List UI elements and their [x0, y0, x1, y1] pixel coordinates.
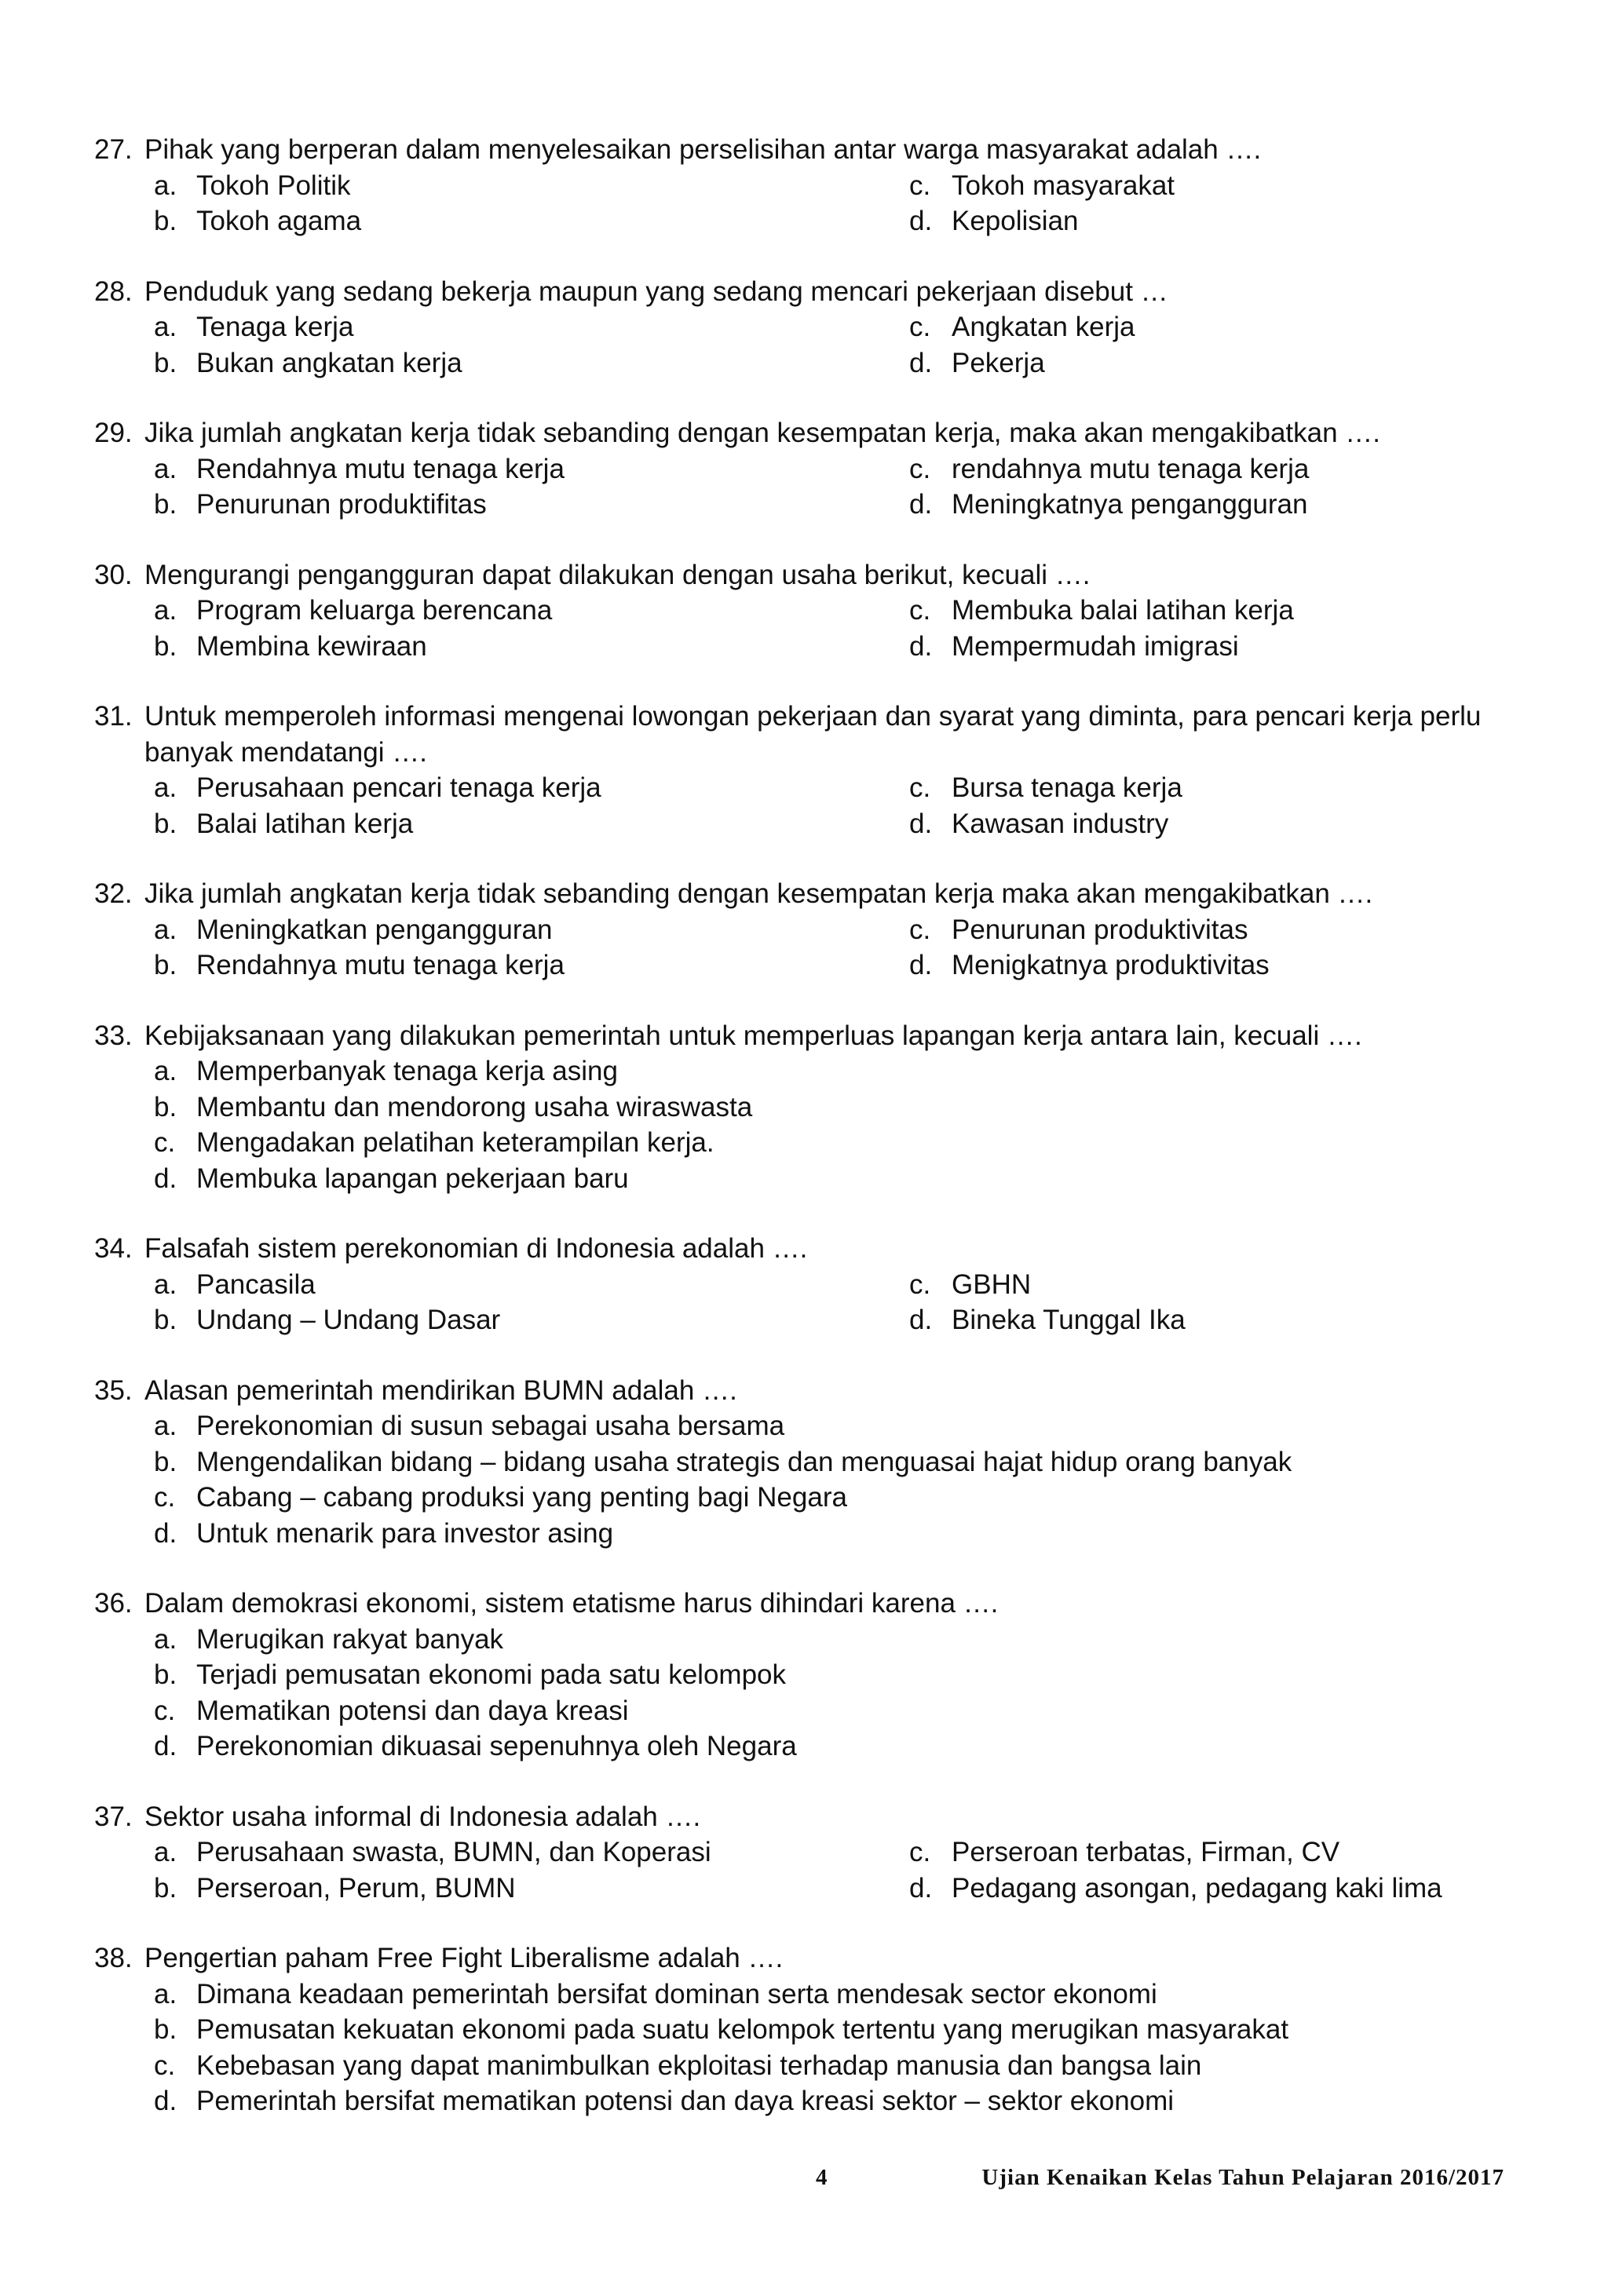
option-text: Perekonomian di susun sebagai usaha bersama	[196, 1411, 785, 1441]
question-number: 31.	[94, 701, 133, 732]
option-text: Kebebasan yang dapat manimbulkan ekploitasi terhadap manusia dan bangsa lain	[196, 2050, 1202, 2081]
option-letter: b.	[154, 1446, 177, 1477]
option-letter: c.	[909, 1268, 931, 1300]
option-text: Pedagang asongan, pedagang kaki lima	[952, 1872, 1442, 1904]
question-number: 33.	[94, 1020, 133, 1051]
answer-option	[154, 309, 909, 345]
question-item	[94, 1586, 1531, 1765]
answer-option	[154, 1871, 909, 1907]
answer-options	[154, 309, 1531, 381]
option-text: Kepolisian	[952, 206, 1079, 236]
answer-option	[154, 1977, 1531, 2013]
answer-options	[154, 1053, 1531, 1196]
answer-option	[154, 1408, 1531, 1444]
question-item	[94, 415, 1531, 523]
option-letter: d.	[154, 1731, 177, 1761]
option-letter: d.	[909, 808, 933, 839]
footer-title: Ujian Kenaikan Kelas Tahun Pelajaran 2016/2017	[981, 2165, 1504, 2190]
question-number: 27.	[94, 134, 133, 165]
answer-option	[154, 168, 909, 204]
option-letter: c.	[909, 170, 931, 201]
question-stem	[94, 1231, 1531, 1267]
answer-option	[909, 1871, 1531, 1907]
option-text: Terjadi pemusatan ekonomi pada satu kelompok	[196, 1659, 786, 1690]
answer-option	[154, 1728, 1531, 1765]
question-item	[94, 1373, 1531, 1552]
option-letter: b.	[154, 489, 177, 520]
answer-option	[154, 629, 909, 665]
option-text: Menigkatnya produktivitas	[952, 950, 1270, 980]
option-letter: d.	[909, 630, 933, 662]
answer-option	[154, 1622, 1531, 1658]
option-letter: b.	[154, 630, 177, 662]
answer-option	[909, 168, 1531, 204]
option-letter: c.	[154, 1482, 176, 1513]
option-text: Rendahnya mutu tenaga kerja	[196, 950, 565, 980]
option-text: Meningkatnya pengangguran	[952, 489, 1308, 520]
question-number: 28.	[94, 276, 133, 307]
answer-option	[154, 912, 909, 948]
question-stem	[94, 1586, 1531, 1622]
answer-option	[154, 1444, 1531, 1480]
option-text: Pemusatan kekuatan ekonomi pada suatu kelompok tertentu yang merugikan masyarakat	[196, 2014, 1289, 2045]
answer-option	[154, 1516, 1531, 1552]
answer-option	[154, 1480, 1531, 1516]
question-item	[94, 557, 1531, 665]
question-list	[94, 132, 1531, 2154]
question-text: Kebijaksanaan yang dilakukan pemerintah untuk memperluas lapangan kerja antara lain, kecuali ….	[144, 1020, 1362, 1051]
answer-option	[909, 203, 1531, 239]
option-letter: b.	[154, 347, 177, 378]
question-stem	[94, 274, 1531, 310]
question-text: Mengurangi pengangguran dapat dilakukan dengan usaha berikut, kecuali ….	[144, 559, 1091, 590]
answer-option	[154, 806, 909, 842]
answer-option	[154, 1693, 1531, 1729]
answer-option	[154, 947, 909, 984]
option-text: Perusahaan pencari tenaga kerja	[196, 772, 601, 803]
question-item	[94, 1940, 1531, 2119]
answer-option	[909, 309, 1531, 345]
question-text: Jika jumlah angkatan kerja tidak sebanding dengan kesempatan kerja maka akan mengakibatkan ….	[144, 878, 1373, 909]
option-letter: b.	[154, 1872, 177, 1904]
question-text: Pengertian paham Free Fight Liberalisme adalah ….	[144, 1943, 784, 1973]
option-letter: a.	[154, 312, 177, 342]
question-text: Untuk memperoleh informasi mengenai lowongan pekerjaan dan syarat yang diminta, para pencari kerja perlu banyak mendatangi ….	[144, 701, 1482, 768]
option-text: Cabang – cabang produksi yang penting bagi Negara	[196, 1482, 847, 1513]
answer-option	[154, 1125, 1531, 1161]
answer-option	[154, 770, 909, 806]
option-letter: c.	[909, 914, 931, 945]
option-text: Mengadakan pelatihan keterampilan kerja.	[196, 1127, 714, 1158]
answer-options	[154, 168, 1531, 239]
option-text: Mempermudah imigrasi	[952, 630, 1239, 662]
option-letter: c.	[909, 772, 931, 803]
question-text: Penduduk yang sedang bekerja maupun yang sedang mencari pekerjaan disebut …	[144, 276, 1168, 307]
option-letter: a.	[154, 595, 177, 626]
option-text: Penurunan produktivitas	[952, 914, 1248, 945]
option-text: Membuka balai latihan kerja	[952, 595, 1294, 626]
option-letter: a.	[154, 914, 177, 945]
option-text: Mematikan potensi dan daya kreasi	[196, 1695, 629, 1726]
option-letter: b.	[154, 2014, 177, 2045]
option-text: Untuk menarik para investor asing	[196, 1517, 614, 1549]
answer-option	[154, 487, 909, 523]
option-letter: c.	[909, 595, 931, 626]
question-text: Dalam demokrasi ekonomi, sistem etatisme harus dihindari karena ….	[144, 1588, 999, 1619]
question-stem	[94, 699, 1531, 770]
answer-option	[154, 1161, 1531, 1197]
option-text: GBHN	[952, 1268, 1032, 1300]
page-number: 4	[816, 2165, 828, 2190]
option-letter: d.	[154, 1163, 177, 1194]
answer-options	[154, 912, 1531, 984]
answer-option	[909, 487, 1531, 523]
answer-option	[909, 629, 1531, 665]
option-text: Tokoh agama	[196, 206, 362, 236]
option-text: Membina kewiraan	[196, 630, 427, 662]
option-text: Balai latihan kerja	[196, 808, 414, 839]
option-letter: d.	[909, 489, 933, 520]
option-text: Dimana keadaan pemerintah bersifat dominan serta mendesak sector ekonomi	[196, 1978, 1157, 2009]
option-text: Memperbanyak tenaga kerja asing	[196, 1056, 618, 1086]
answer-options	[154, 1267, 1531, 1338]
answer-option	[909, 593, 1531, 629]
question-stem	[94, 1373, 1531, 1409]
option-text: Perekonomian dikuasai sepenuhnya oleh Negara	[196, 1731, 797, 1761]
answer-option	[154, 1657, 1531, 1693]
answer-option	[909, 806, 1531, 842]
question-stem	[94, 1018, 1531, 1054]
option-letter: a.	[154, 1623, 177, 1655]
option-letter: b.	[154, 206, 177, 236]
option-letter: b.	[154, 950, 177, 980]
answer-options	[154, 451, 1531, 523]
option-letter: c.	[154, 1127, 176, 1158]
question-text: Falsafah sistem perekonomian di Indonesia adalah ….	[144, 1233, 808, 1264]
question-text: Pihak yang berperan dalam menyelesaikan perselisihan antar warga masyarakat adalah ….	[144, 134, 1262, 165]
answer-option	[154, 451, 909, 487]
answer-option	[909, 345, 1531, 381]
question-number: 36.	[94, 1588, 133, 1619]
question-stem	[94, 876, 1531, 912]
option-text: Bukan angkatan kerja	[196, 347, 462, 378]
option-letter: d.	[909, 1305, 933, 1335]
question-text: Alasan pemerintah mendirikan BUMN adalah ….	[144, 1374, 737, 1406]
question-stem	[94, 557, 1531, 593]
option-letter: a.	[154, 1268, 177, 1300]
option-text: Pekerja	[952, 347, 1045, 378]
option-text: Penurunan produktifitas	[196, 489, 487, 520]
option-letter: a.	[154, 1411, 177, 1441]
option-text: Membantu dan mendorong usaha wiraswasta	[196, 1091, 753, 1122]
page-footer	[0, 2165, 1608, 2196]
option-text: rendahnya mutu tenaga kerja	[952, 453, 1310, 484]
option-text: Perseroan terbatas, Firman, CV	[952, 1837, 1340, 1867]
answer-option	[154, 1053, 1531, 1090]
option-text: Program keluarga berencana	[196, 595, 553, 626]
option-text: Perseroan, Perum, BUMN	[196, 1872, 516, 1904]
question-text: Jika jumlah angkatan kerja tidak sebanding dengan kesempatan kerja, maka akan mengakibatkan ….	[144, 418, 1381, 448]
question-number: 32.	[94, 878, 133, 909]
question-item	[94, 1799, 1531, 1907]
answer-option	[154, 1834, 909, 1871]
question-text: Sektor usaha informal di Indonesia adalah ….	[144, 1801, 701, 1832]
option-letter: b.	[154, 1305, 177, 1335]
option-text: Undang – Undang Dasar	[196, 1305, 501, 1335]
question-stem	[94, 1940, 1531, 1977]
answer-option	[154, 593, 909, 629]
option-text: Angkatan kerja	[952, 312, 1135, 342]
question-number: 38.	[94, 1943, 133, 1973]
answer-option	[909, 1302, 1531, 1338]
option-letter: b.	[154, 1659, 177, 1690]
answer-options	[154, 1834, 1531, 1906]
option-letter: c.	[154, 1695, 176, 1726]
option-letter: c.	[909, 1837, 931, 1867]
option-letter: d.	[909, 347, 933, 378]
option-text: Pancasila	[196, 1268, 316, 1300]
question-item	[94, 699, 1531, 841]
question-stem	[94, 132, 1531, 168]
option-text: Bursa tenaga kerja	[952, 772, 1182, 803]
option-letter: a.	[154, 1056, 177, 1086]
option-text: Pemerintah bersifat mematikan potensi dan daya kreasi sektor – sektor ekonomi	[196, 2086, 1175, 2116]
question-item	[94, 1018, 1531, 1197]
option-letter: c.	[154, 2050, 176, 2081]
option-text: Perusahaan swasta, BUMN, dan Koperasi	[196, 1837, 711, 1867]
option-letter: a.	[154, 453, 177, 484]
question-stem	[94, 1799, 1531, 1835]
option-text: Merugikan rakyat banyak	[196, 1623, 504, 1655]
option-text: Rendahnya mutu tenaga kerja	[196, 453, 565, 484]
answer-option	[154, 203, 909, 239]
answer-options	[154, 1622, 1531, 1765]
question-number: 35.	[94, 1374, 133, 1406]
question-number: 34.	[94, 1233, 133, 1264]
option-letter: a.	[154, 1837, 177, 1867]
answer-options	[154, 593, 1531, 664]
option-letter: d.	[154, 1517, 177, 1549]
option-letter: d.	[909, 950, 933, 980]
option-letter: a.	[154, 1978, 177, 2009]
question-number: 29.	[94, 418, 133, 448]
answer-option	[154, 2012, 1531, 2048]
option-text: Membuka lapangan pekerjaan baru	[196, 1163, 629, 1194]
answer-option	[909, 770, 1531, 806]
question-item	[94, 274, 1531, 381]
option-letter: c.	[909, 312, 931, 342]
option-text: Kawasan industry	[952, 808, 1169, 839]
option-letter: d.	[909, 206, 933, 236]
option-letter: d.	[154, 2086, 177, 2116]
answer-option	[154, 2083, 1531, 2119]
option-letter: a.	[154, 170, 177, 201]
question-item	[94, 132, 1531, 239]
option-letter: d.	[909, 1872, 933, 1904]
option-text: Tokoh Politik	[196, 170, 351, 201]
option-letter: b.	[154, 1091, 177, 1122]
answer-option	[154, 1302, 909, 1338]
answer-option	[909, 1834, 1531, 1871]
answer-options	[154, 1977, 1531, 2119]
answer-option	[154, 1090, 1531, 1126]
question-item	[94, 1231, 1531, 1338]
answer-options	[154, 1408, 1531, 1551]
option-text: Mengendalikan bidang – bidang usaha strategis dan menguasai hajat hidup orang banyak	[196, 1446, 1292, 1477]
option-text: Tokoh masyarakat	[952, 170, 1175, 201]
option-text: Meningkatkan pengangguran	[196, 914, 553, 945]
option-text: Tenaga kerja	[196, 312, 354, 342]
question-item	[94, 876, 1531, 984]
option-letter: a.	[154, 772, 177, 803]
question-number: 37.	[94, 1801, 133, 1832]
option-letter: b.	[154, 808, 177, 839]
answer-option	[909, 912, 1531, 948]
answer-option	[154, 1267, 909, 1303]
option-letter: c.	[909, 453, 931, 484]
question-stem	[94, 415, 1531, 451]
answer-option	[909, 1267, 1531, 1303]
answer-options	[154, 770, 1531, 841]
answer-option	[154, 2048, 1531, 2084]
option-text: Bineka Tunggal Ika	[952, 1305, 1186, 1335]
answer-option	[909, 947, 1531, 984]
question-number: 30.	[94, 559, 133, 590]
answer-option	[154, 345, 909, 381]
answer-option	[909, 451, 1531, 487]
